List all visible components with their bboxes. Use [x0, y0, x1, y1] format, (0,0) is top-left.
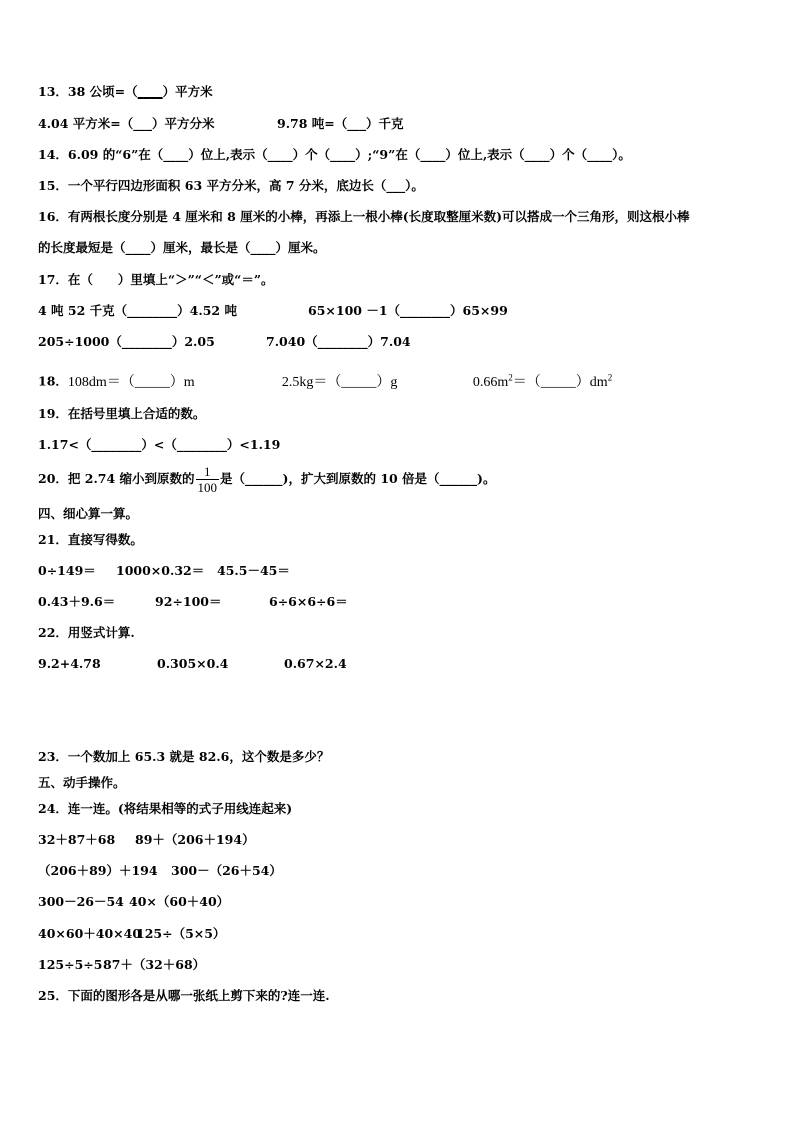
- q20-text-pre: 20．把 2.74 缩小到原数的: [38, 471, 195, 486]
- q18-area-blank: ＝（_____）dm: [512, 374, 608, 390]
- q20-text-post: 是（______)，扩大到原数的 10 倍是（______)。: [220, 471, 496, 486]
- q24-left-expression-1: 32＋87＋68: [38, 832, 116, 847]
- q20-fraction: [196, 464, 220, 495]
- question-14: 14．6.09 的“6”在（____）位上,表示（____）个（____）;“9”在（____）位上,表示（____）个（____）。: [38, 147, 631, 162]
- question-24: 24．连一连。(将结果相等的式子用线连起来): [38, 801, 293, 816]
- q17-compare-b: 65×100 －1（________）65×99: [308, 303, 508, 318]
- q24-right-expression-5: 87＋（32＋68）: [103, 957, 206, 972]
- q20-fraction-numerator: 1: [196, 464, 220, 480]
- section-4-heading: 四、细心算一算。: [38, 506, 139, 521]
- question-17: 17．在（ ）里填上“＞”“＜”或“＝”。: [38, 272, 274, 287]
- question-19-row: 1.17<（________）<（________）<1.19: [38, 437, 281, 452]
- question-21: 21．直接写得数。: [38, 532, 143, 547]
- q18-length-conversion: 108dm＝（_____）m: [67, 374, 195, 390]
- q24-row-3: [38, 894, 229, 910]
- question-16-line-1: 16．有两根长度分别是 4 厘米和 8 厘米的小棒，再添上一根小棒(长度取整厘米数)可以搭成一个三角形，则这根小棒: [38, 209, 690, 224]
- q18-area-conversion: [472, 372, 613, 390]
- q24-left-expression-2: （206＋89）＋194: [38, 863, 158, 878]
- q24-left-expression-5: 125÷5÷5: [38, 957, 103, 972]
- q22-item-2: 0.305×0.4: [157, 656, 229, 671]
- q13-text-b: ）平方米: [162, 84, 213, 99]
- question-18: [38, 369, 612, 391]
- question-20: [38, 464, 495, 495]
- q24-row-5: [38, 957, 205, 973]
- q18-area-exponent: 2: [508, 372, 513, 382]
- q13-text-a: 13．38 公顷=（: [38, 84, 138, 99]
- question-13-conversions: [38, 116, 404, 132]
- question-22: 22．用竖式计算.: [38, 625, 135, 640]
- q18-mass-conversion: 2.5kg＝（_____）g: [281, 374, 398, 390]
- q13-area-conversion: 4.04 平方米=（___）平方分米: [38, 116, 215, 131]
- q24-right-expression-4: 125÷（5×5）: [136, 926, 226, 941]
- q24-row-1: [38, 832, 255, 848]
- question-17-row-1: [38, 303, 508, 319]
- q21-item-6: 6÷6×6÷6＝: [269, 594, 348, 609]
- q18-area-value: 0.66m: [472, 374, 509, 390]
- question-13: [38, 84, 213, 100]
- question-25: 25．下面的图形各是从哪一张纸上剪下来的?连一连.: [38, 988, 330, 1003]
- q18-number: 18．: [38, 373, 68, 389]
- q24-right-expression-2: 300－（26＋54）: [171, 863, 282, 878]
- q17-compare-d: 7.040（________）7.04: [266, 334, 411, 349]
- question-21-row-1: [38, 563, 290, 579]
- q21-item-1: 0÷149＝: [38, 563, 96, 578]
- question-21-row-2: [38, 594, 348, 610]
- q21-item-5: 92÷100＝: [155, 594, 222, 609]
- q21-item-2: 1000×0.32＝: [116, 563, 205, 578]
- q22-item-1: 9.2+4.78: [38, 656, 101, 671]
- question-23: 23．一个数加上 65.3 就是 82.6，这个数是多少？: [38, 749, 330, 764]
- question-22-row: [38, 656, 347, 672]
- q17-compare-c: 205÷1000（________）2.05: [38, 334, 215, 349]
- section-5-heading: 五、动手操作。: [38, 775, 126, 790]
- q21-item-3: 45.5－45＝: [217, 563, 290, 578]
- q17-compare-a: 4 吨 52 千克（________）4.52 吨: [38, 303, 237, 318]
- question-15: 15．一个平行四边形面积 63 平方分米，高 7 分米，底边长（___）。: [38, 178, 424, 193]
- q24-row-2: [38, 863, 282, 879]
- q21-item-4: 0.43＋9.6＝: [38, 594, 116, 609]
- q13-mass-conversion: 9.78 吨=（___）千克: [277, 116, 404, 131]
- q18-area-unit-exponent: 2: [607, 372, 613, 382]
- q13-blank: ____: [137, 84, 163, 99]
- q22-item-3: 0.67×2.4: [284, 656, 347, 671]
- q24-right-expression-3: 40×（60＋40）: [129, 894, 230, 909]
- question-16-line-2: 的长度最短是（____）厘米，最长是（____）厘米。: [38, 240, 326, 255]
- q24-left-expression-4: 40×60＋40×40: [38, 926, 142, 941]
- q24-row-4: [38, 926, 225, 942]
- q20-fraction-denominator: 100: [197, 480, 218, 495]
- question-17-row-2: [38, 334, 411, 350]
- question-19: 19．在括号里填上合适的数。: [38, 406, 206, 421]
- q24-right-expression-1: 89＋（206＋194）: [135, 832, 255, 847]
- q24-left-expression-3: 300－26－54: [38, 894, 124, 909]
